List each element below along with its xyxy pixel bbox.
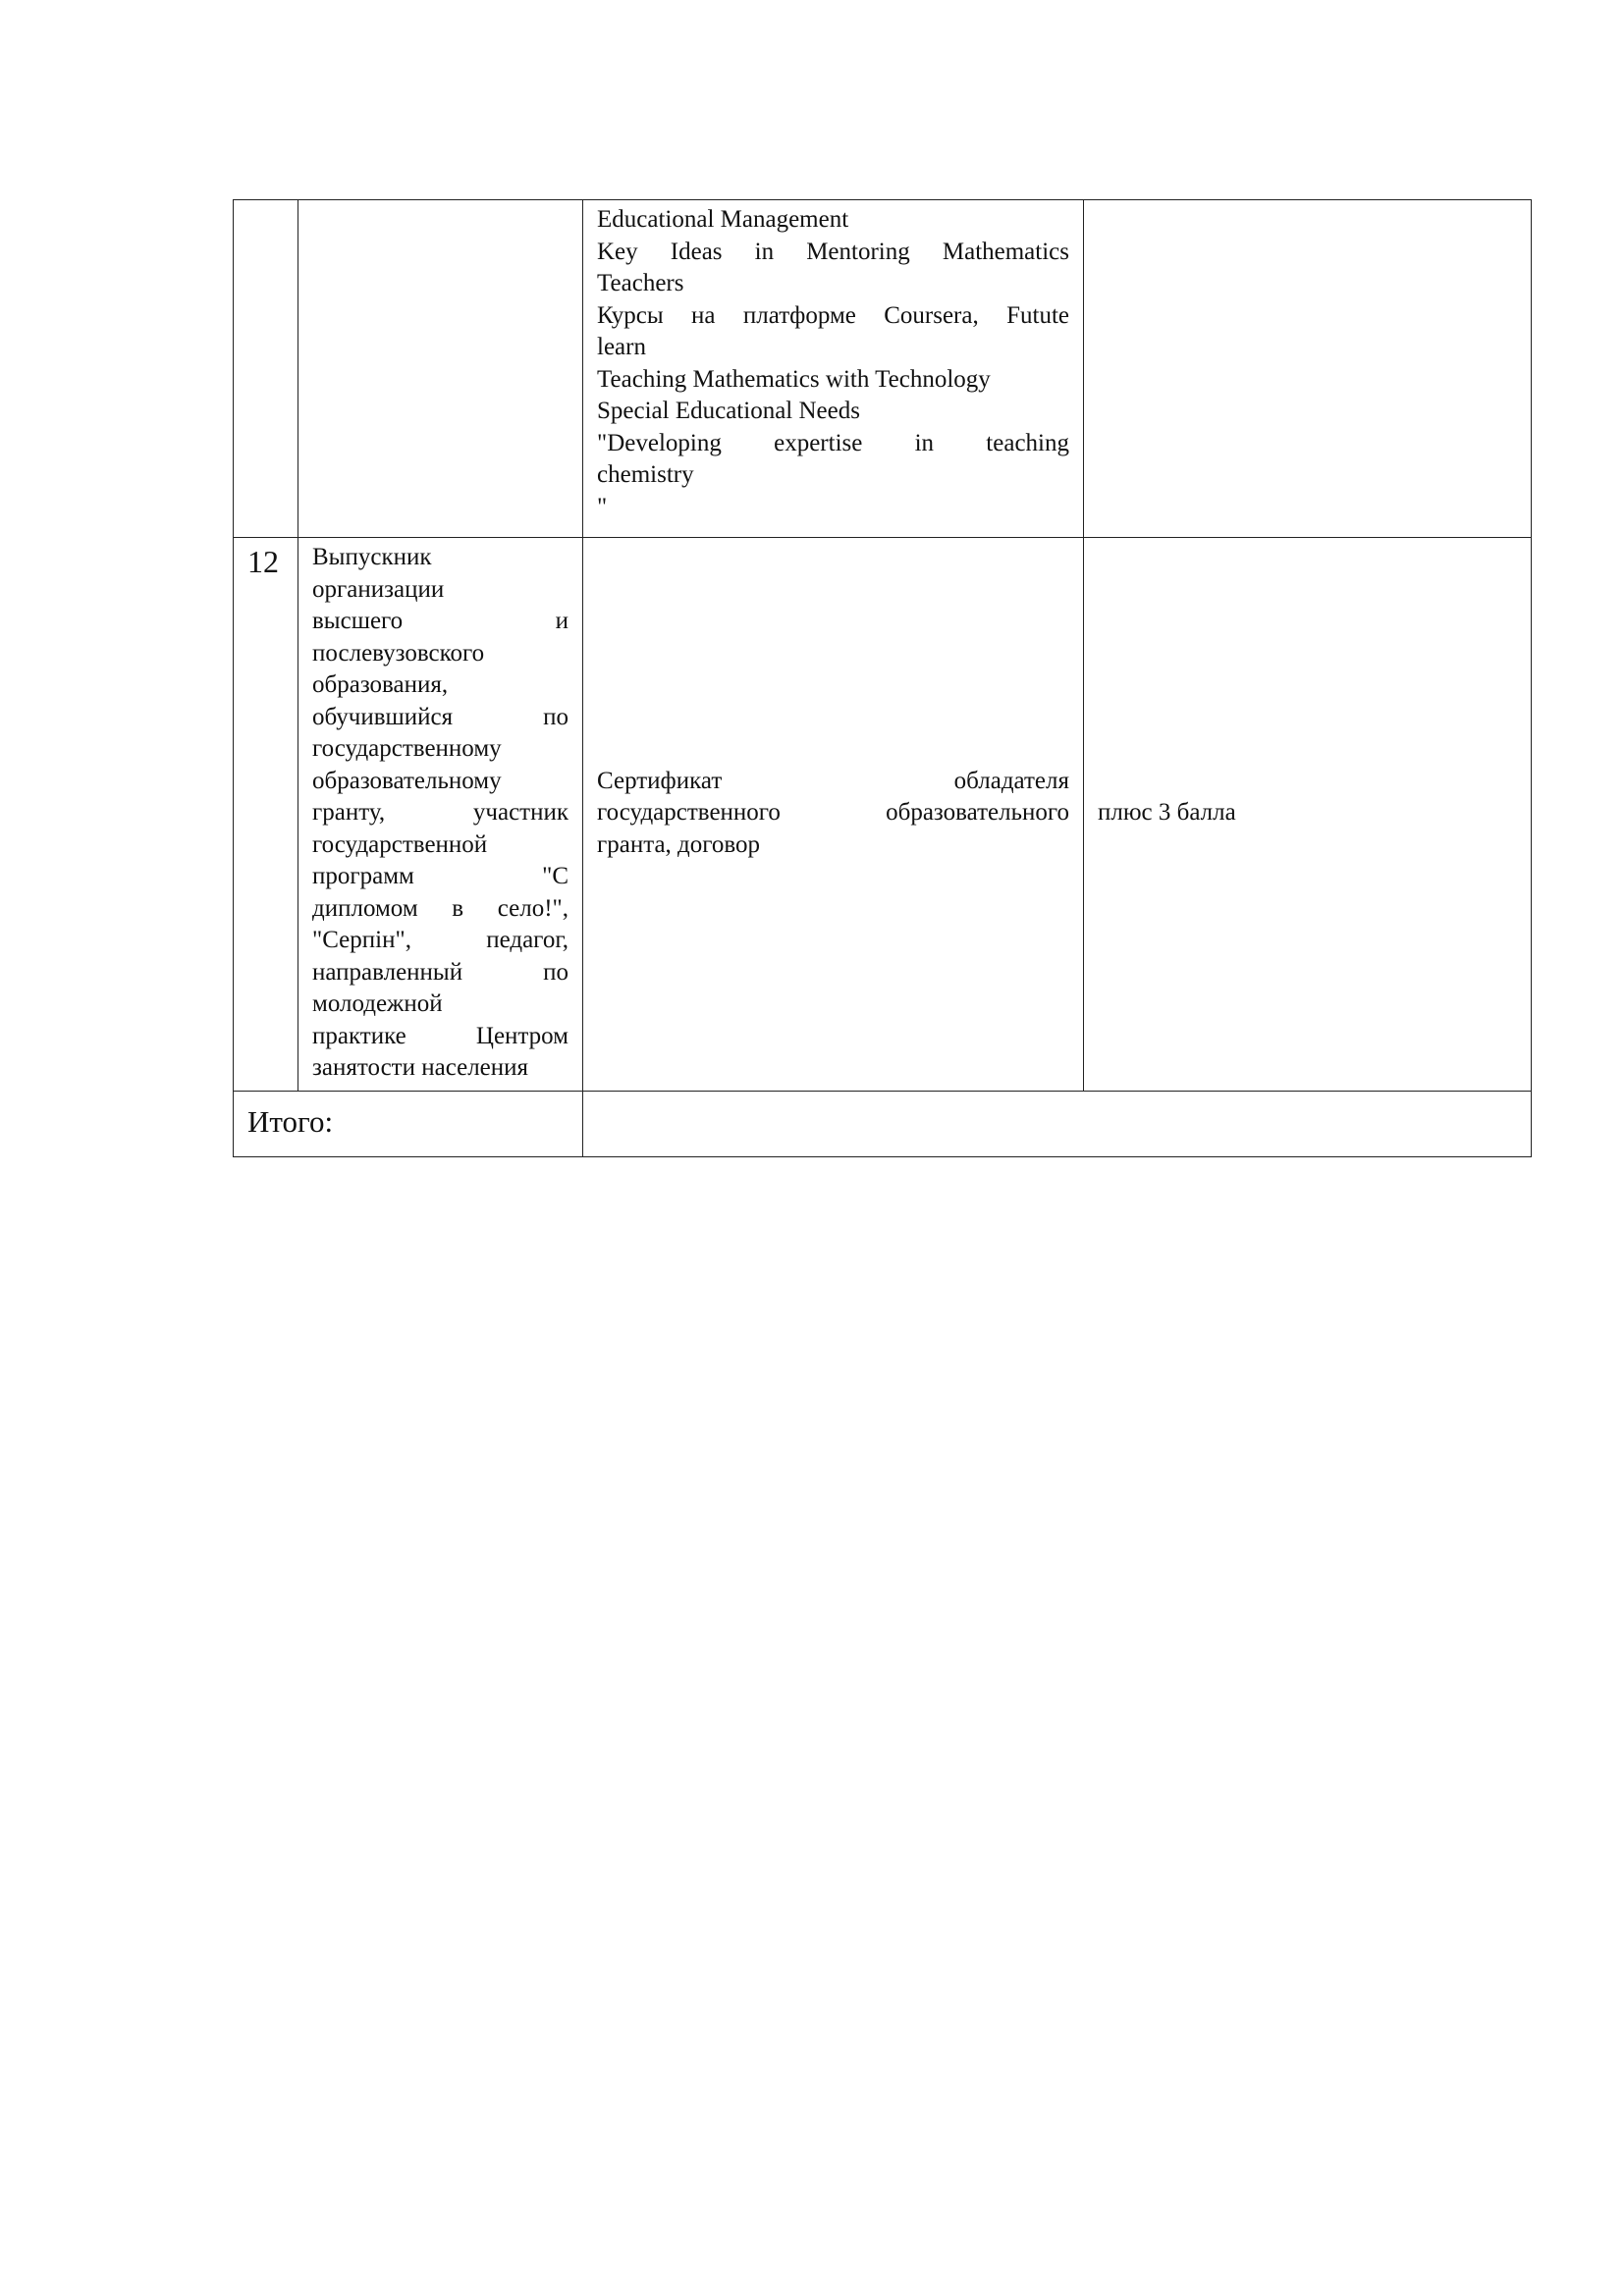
- score-cell-empty: [1084, 200, 1532, 538]
- description-line: высшего и: [312, 608, 568, 634]
- document-line: Сертификат обладателя: [597, 767, 1069, 794]
- number-cell-empty: [234, 200, 298, 538]
- course-line: learn: [597, 334, 646, 360]
- description-line: направленный по: [312, 958, 568, 986]
- table-row-12: [234, 538, 1532, 1092]
- table-row-continued: [234, 200, 1532, 538]
- description-line: программ "С: [312, 863, 568, 889]
- course-line: "Developing expertise in teaching: [597, 429, 1069, 456]
- description-line: гранту, участник: [312, 799, 568, 826]
- confirming-document: [583, 538, 1084, 1092]
- course-line: Key Ideas in Mentoring Mathematics: [597, 238, 1069, 265]
- course-line: Teaching Mathematics with Technology: [597, 365, 991, 393]
- document-line: государственного образовательного: [597, 799, 1069, 826]
- course-line: ": [597, 493, 608, 520]
- document-line: гранта, договор: [597, 830, 761, 858]
- description-cell-empty: [298, 200, 583, 538]
- row-number: 12: [234, 538, 298, 1092]
- description-line: государственному: [312, 735, 502, 762]
- description-line: государственной: [312, 830, 488, 858]
- description-line: Выпускник: [312, 544, 432, 570]
- description-line: практике Центром: [312, 1022, 568, 1049]
- description-line: "Серпін", педагог,: [312, 927, 568, 953]
- description-line: послевузовского: [312, 639, 485, 667]
- course-line: chemistry: [597, 461, 694, 488]
- courses-cell: [583, 200, 1084, 538]
- course-line: Educational Management: [597, 206, 849, 233]
- criteria-table: [233, 199, 1532, 1157]
- course-line: Special Educational Needs: [597, 398, 860, 424]
- score-cell: [1084, 538, 1532, 1092]
- criterion-description: [298, 538, 583, 1092]
- course-line: Курсы на платформе Coursera, Futute: [597, 301, 1069, 329]
- description-line: молодежной: [312, 990, 443, 1017]
- score-value: плюс 3 балла: [1098, 799, 1236, 826]
- description-line: дипломом в село!",: [312, 894, 568, 922]
- total-value: [583, 1091, 1532, 1156]
- description-line: образования,: [312, 671, 449, 698]
- total-label: Итого:: [234, 1091, 583, 1156]
- description-line: занятости населения: [312, 1054, 529, 1081]
- description-line: образовательному: [312, 767, 502, 794]
- course-line: Teachers: [597, 270, 684, 296]
- description-line: организации: [312, 575, 445, 603]
- description-line: обучившийся по: [312, 703, 568, 730]
- table-row-total: [234, 1091, 1532, 1156]
